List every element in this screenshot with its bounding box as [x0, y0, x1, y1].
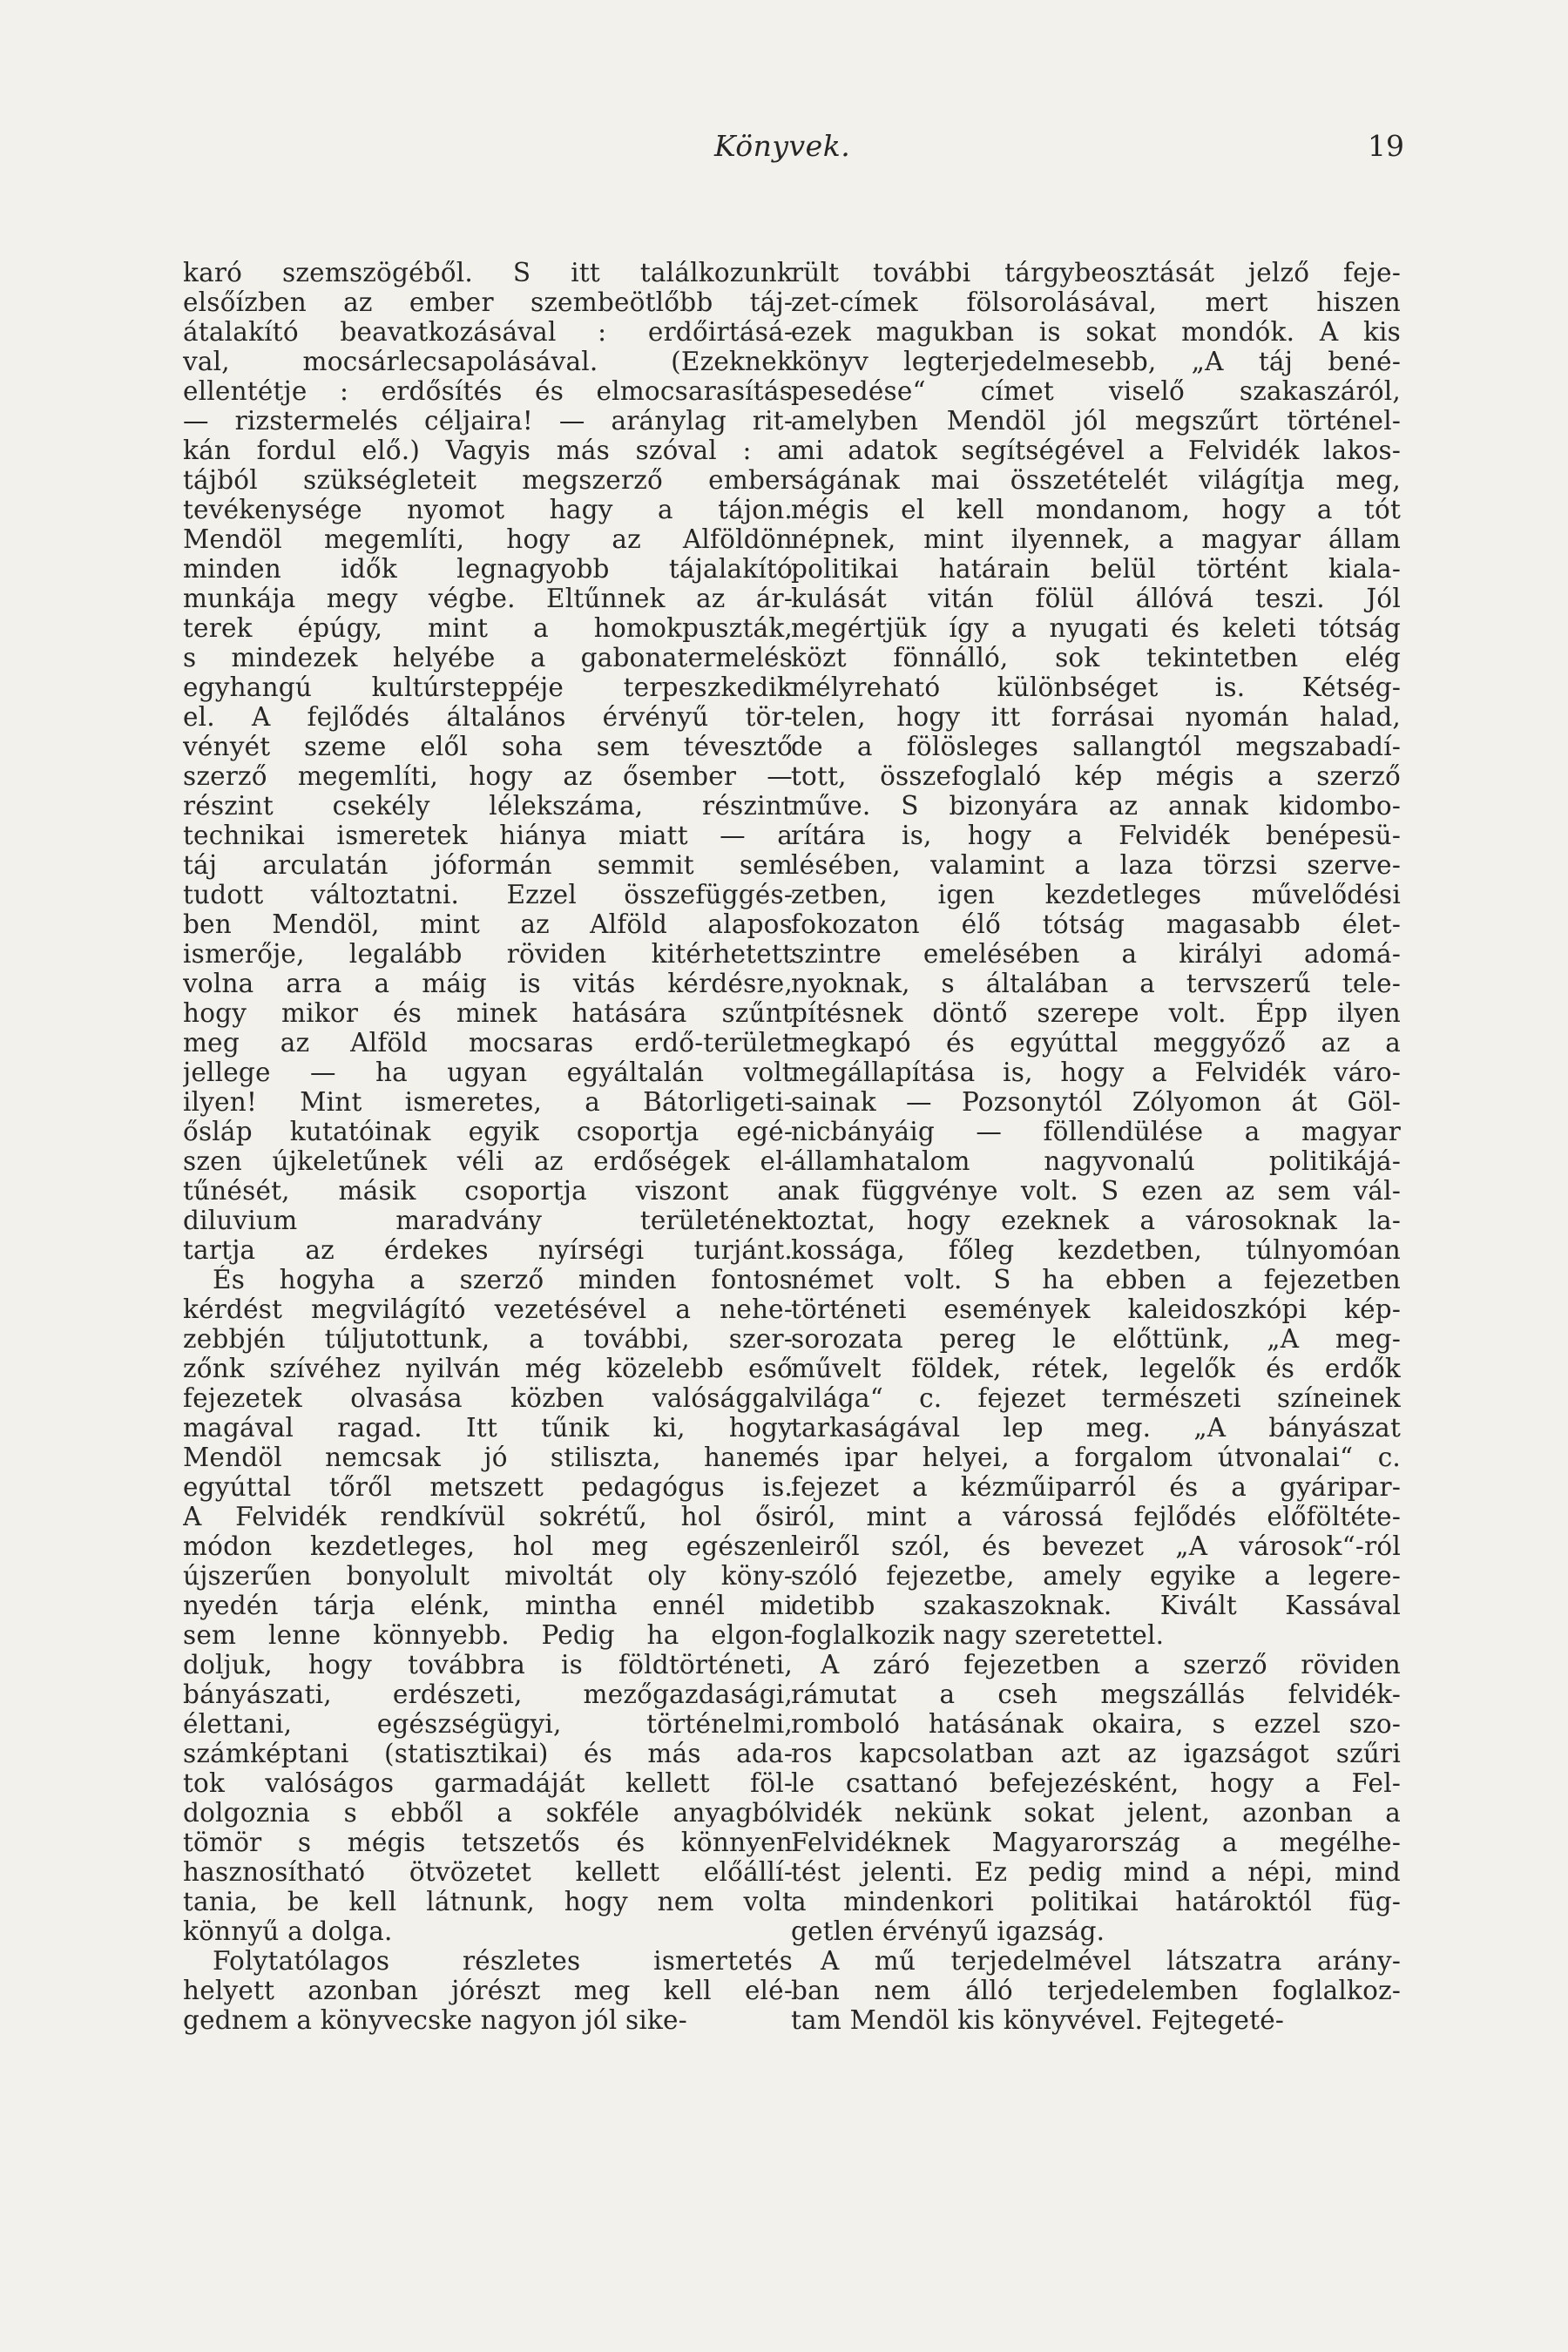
text-line: történeti események kaleidoszkópi kép-: [791, 1294, 1401, 1324]
running-title: Könyvek.: [714, 129, 851, 163]
text-line: művelt földek, rétek, legelők és erdők: [791, 1354, 1401, 1383]
text-line: telen, hogy itt forrásai nyomán halad,: [791, 702, 1401, 732]
text-line: tott, összefoglaló kép mégis a szerző: [791, 761, 1401, 791]
text-line: szerző megemlíti, hogy az ősember —: [183, 761, 793, 791]
text-line: megkapó és egyúttal meggyőző az a: [791, 1028, 1401, 1058]
text-line: gednem a könyvecske nagyon jól sike-: [183, 2005, 687, 2035]
text-line: részint csekély lélekszáma, részint: [183, 791, 793, 821]
text-line: pítésnek döntő szerepe volt. Épp ilyen: [791, 998, 1401, 1028]
text-line: közt fönnálló, sok tekintetben elég: [791, 643, 1401, 672]
page-number: 19: [1368, 129, 1404, 163]
text-line: toztat, hogy ezeknek a városoknak la-: [791, 1206, 1401, 1235]
text-line: politikai határain belül történt kiala-: [791, 554, 1401, 584]
text-line: meg az Alföld mocsaras erdő-terület: [183, 1028, 793, 1058]
text-line: megértjük így a nyugati és keleti tótság: [791, 613, 1401, 643]
text-line: szintre emelésében a királyi adomá-: [791, 939, 1401, 969]
text-line: népnek, mint ilyennek, a magyar állam: [791, 524, 1401, 554]
text-line: mégis el kell mondanom, hogy a tót: [791, 495, 1401, 524]
text-line: diluvium maradvány területének: [183, 1206, 793, 1235]
text-line: volna arra a máig is vitás kérdésre,: [183, 969, 793, 998]
text-line: magával ragad. Itt tűnik ki, hogy: [183, 1413, 793, 1443]
text-line: sainak — Pozsonytól Zólyomon át Göl-: [791, 1087, 1401, 1117]
text-line: pesedése“ címet viselő szakaszáról,: [791, 376, 1401, 406]
text-line: tevékenysége nyomot hagy a tájon.: [183, 495, 793, 524]
text-line: ismerője, legalább röviden kitérhetett: [183, 939, 793, 969]
text-line: hogy mikor és minek hatására szűnt: [183, 998, 793, 1028]
text-line: — rizstermelés céljaira! — aránylag rit-: [183, 406, 793, 436]
text-line: mélyreható különbséget is. Kétség-: [791, 672, 1401, 702]
text-line: a mindenkori politikai határoktól füg-: [791, 1887, 1401, 1916]
text-line: minden idők legnagyobb tájalakító: [183, 554, 793, 584]
left-column: [183, 258, 793, 2035]
text-line: ezek magukban is sokat mondók. A kis: [791, 317, 1401, 347]
text-line: tudott változtatni. Ezzel összefüggés-: [183, 880, 793, 909]
text-line: nicbányáig — föllendülése a magyar: [791, 1117, 1401, 1146]
text-line: rámutat a cseh megszállás felvidék-: [791, 1680, 1401, 1709]
text-line: s mindezek helyébe a gabonatermelés: [183, 643, 793, 672]
text-line: nyedén tárja elénk, mintha ennél mi: [183, 1591, 793, 1620]
text-line: zet-címek fölsorolásával, mert hiszen: [791, 287, 1401, 317]
text-line: rítára is, hogy a Felvidék benépesü-: [791, 821, 1401, 850]
text-line: élettani, egészségügyi, történelmi,: [183, 1709, 793, 1739]
text-line: és ipar helyei, a forgalom útvonalai“ c.: [791, 1443, 1401, 1472]
text-line: detibb szakaszoknak. Kivált Kassával: [791, 1591, 1401, 1620]
text-line: egyúttal tőről metszett pedagógus is.: [183, 1472, 793, 1502]
text-line: tűnését, másik csoportja viszont a: [183, 1176, 793, 1206]
text-line: kossága, főleg kezdetben, túlnyomóan: [791, 1235, 1401, 1265]
text-line: jellege — ha ugyan egyáltalán volt: [183, 1058, 793, 1087]
text-line: újszerűen bonyolult mivoltát oly köny-: [183, 1561, 793, 1591]
text-line: tam Mendöl kis könyvével. Fejtegeté-: [791, 2005, 1285, 2035]
text-line: A záró fejezetben a szerző röviden: [821, 1650, 1401, 1680]
text-line: tarkaságával lep meg. „A bányászat: [791, 1413, 1401, 1443]
text-line: államhatalom nagyvonalú politikájá-: [791, 1146, 1401, 1176]
text-line: sem lenne könnyebb. Pedig ha elgon-: [183, 1620, 793, 1650]
text-line: könyv legterjedelmesebb, „A táj bené-: [791, 347, 1401, 376]
text-line: fejezetek olvasása közben valósággal: [183, 1383, 793, 1413]
text-line: Mendöl megemlíti, hogy az Alföldön: [183, 524, 793, 554]
text-line: szóló fejezetbe, amely egyike a legere-: [791, 1561, 1401, 1591]
text-line: számképtani (statisztikai) és más ada-: [183, 1739, 793, 1768]
text-line: el. A fejlődés általános érvényű tör-: [183, 702, 793, 732]
text-line: tájból szükségleteit megszerző ember: [183, 465, 793, 495]
text-line: tömör s mégis tetszetős és könnyen: [183, 1828, 793, 1857]
text-line: fokozaton élő tótság magasabb élet-: [791, 909, 1401, 939]
text-line: lésében, valamint a laza törzsi szerve-: [791, 850, 1401, 880]
text-line: kán fordul elő.) Vagyis más szóval : a: [183, 436, 793, 465]
text-line: elsőízben az ember szembeötlőbb táj-: [183, 287, 793, 317]
text-line: táj arculatán jóformán semmit sem: [183, 850, 793, 880]
text-line: zőnk szívéhez nyilván még közelebb eső: [183, 1354, 793, 1383]
page-header: [0, 129, 1568, 172]
text-line: megállapítása is, hogy a Felvidék váro-: [791, 1058, 1401, 1087]
text-line: nak függvénye volt. S ezen az sem vál-: [791, 1176, 1401, 1206]
text-line: foglalkozik nagy szeretettel.: [791, 1620, 1165, 1650]
text-line: kulását vitán fölül állóvá teszi. Jól: [791, 584, 1401, 613]
text-line: műve. S bizonyára az annak kidombo-: [791, 791, 1401, 821]
text-line: Mendöl nemcsak jó stiliszta, hanem: [183, 1443, 793, 1472]
text-line: ban nem álló terjedelemben foglalkoz-: [791, 1976, 1401, 2005]
text-line: ilyen! Mint ismeretes, a Bátorligeti-: [183, 1087, 793, 1117]
text-line: ros kapcsolatban azt az igazságot szűri: [791, 1739, 1401, 1768]
text-line: amelyben Mendöl jól megszűrt történel-: [791, 406, 1401, 436]
text-line: helyett azonban jórészt meg kell elé-: [183, 1976, 793, 2005]
text-line: sorozata pereg le előttünk, „A meg-: [791, 1324, 1401, 1354]
text-line: átalakító beavatkozásával : erdőirtásá-: [183, 317, 793, 347]
text-line: ságának mai összetételét világítja meg,: [791, 465, 1401, 495]
text-line: német volt. S ha ebben a fejezetben: [791, 1265, 1401, 1294]
text-line: bányászati, erdészeti, mezőgazdasági,: [183, 1680, 793, 1709]
text-line: ról, mint a várossá fejlődés előföltéte-: [791, 1502, 1401, 1531]
text-line: A Felvidék rendkívül sokrétű, hol ősi: [183, 1502, 793, 1531]
text-line: És hogyha a szerző minden fontos: [213, 1265, 793, 1294]
text-line: terek épúgy, mint a homokpuszták,: [183, 613, 793, 643]
text-line: hasznosítható ötvözetet kellett előállí-: [183, 1857, 793, 1887]
text-line: zetben, igen kezdetleges művelődési: [791, 880, 1401, 909]
text-line: romboló hatásának okaira, s ezzel szo-: [791, 1709, 1401, 1739]
text-line: karó szemszögéből. S itt találkozunk: [183, 258, 793, 287]
text-line: ősláp kutatóinak egyik csoportja egé-: [183, 1117, 793, 1146]
text-line: tartja az érdekes nyírségi turjánt.: [183, 1235, 793, 1265]
right-column: [791, 258, 1401, 2035]
text-line: getlen érvényű igazság.: [791, 1916, 1105, 1946]
text-line: zebbjén túljutottunk, a további, szer-: [183, 1324, 793, 1354]
text-line: doljuk, hogy továbbra is földtörténeti,: [183, 1650, 793, 1680]
text-line: ben Mendöl, mint az Alföld alapos: [183, 909, 793, 939]
text-line: szen újkeletűnek véli az erdőségek el-: [183, 1146, 793, 1176]
text-line: mi adatok segítségével a Felvidék lakos-: [791, 436, 1401, 465]
text-line: módon kezdetleges, hol meg egészen: [183, 1531, 793, 1561]
text-line: egyhangú kultúrsteppéje terpeszkedik: [183, 672, 793, 702]
text-line: vidék nekünk sokat jelent, azonban a: [791, 1798, 1401, 1828]
text-line: le csattanó befejezésként, hogy a Fel-: [791, 1768, 1401, 1798]
text-line: Folytatólagos részletes ismertetés: [213, 1946, 793, 1976]
text-line: dolgoznia s ebből a sokféle anyagból: [183, 1798, 793, 1828]
text-line: fejezet a kézműiparról és a gyáripar-: [791, 1472, 1401, 1502]
text-line: Felvidéknek Magyarország a megélhe-: [791, 1828, 1401, 1857]
text-line: ellentétje : erdősítés és elmocsarasítás: [183, 376, 793, 406]
text-line: könnyű a dolga.: [183, 1916, 393, 1946]
text-line: rült további tárgybeosztását jelző feje-: [791, 258, 1401, 287]
text-line: val, mocsárlecsapolásával. (Ezeknek: [183, 347, 793, 376]
text-line: munkája megy végbe. Eltűnnek az ár-: [183, 584, 793, 613]
text-line: világa“ c. fejezet természeti színeinek: [791, 1383, 1401, 1413]
text-line: tania, be kell látnunk, hogy nem volt: [183, 1887, 793, 1916]
text-line: nyoknak, s általában a tervszerű tele-: [791, 969, 1401, 998]
text-line: technikai ismeretek hiánya miatt — a: [183, 821, 793, 850]
text-line: de a fölösleges sallangtól megszabadí-: [791, 732, 1401, 761]
text-line: tést jelenti. Ez pedig mind a népi, mind: [791, 1857, 1401, 1887]
text-line: vényét szeme elől soha sem tévesztő: [183, 732, 793, 761]
text-line: tok valóságos garmadáját kellett föl-: [183, 1768, 793, 1798]
text-line: kérdést megvilágító vezetésével a nehe-: [183, 1294, 793, 1324]
text-line: leiről szól, és bevezet „A városok“-ról: [791, 1531, 1401, 1561]
text-line: A mű terjedelmével látszatra arány-: [821, 1946, 1401, 1976]
